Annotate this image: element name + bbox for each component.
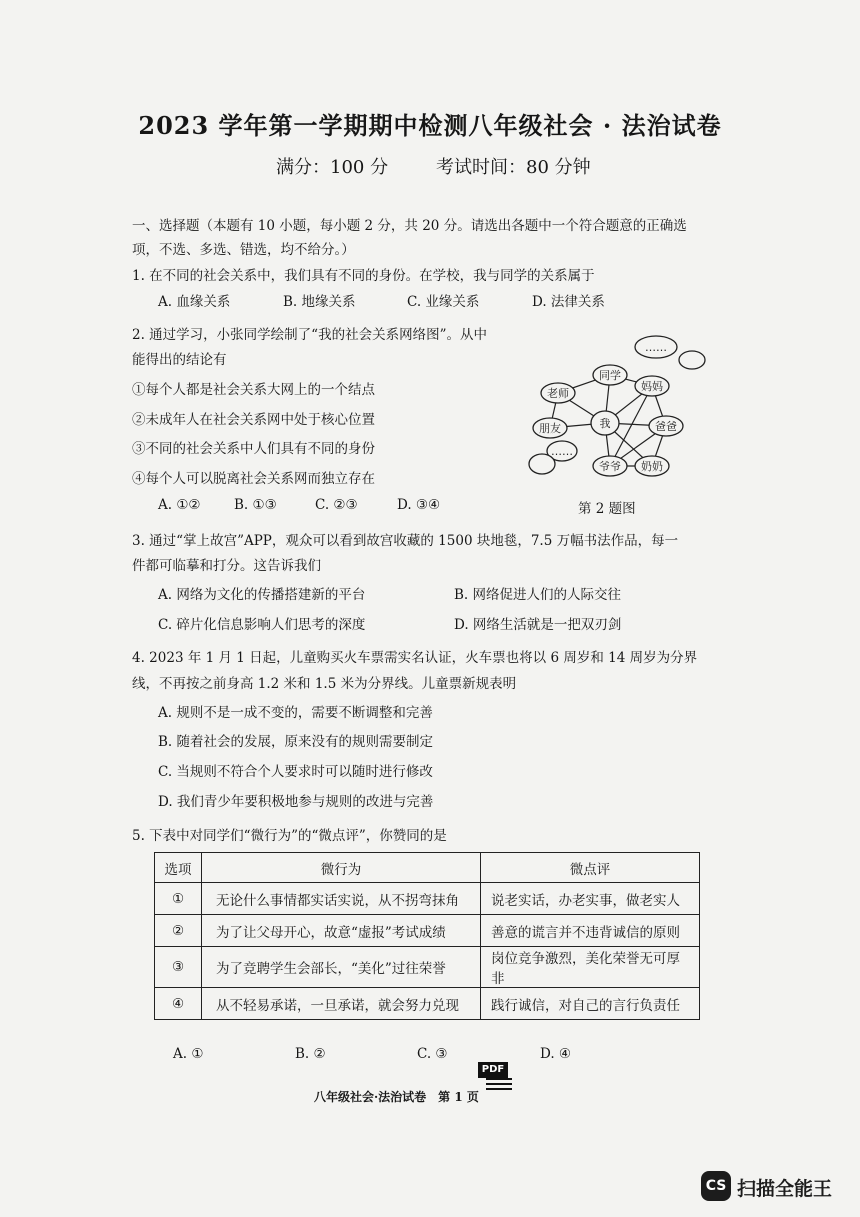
q1-stem: 1. 在不同的社会关系中，我们具有不同的身份。在学校，我与同学的关系属于: [132, 268, 595, 284]
q2-option-b: B. ①③: [234, 497, 277, 513]
label-father: 爸爸: [655, 420, 677, 433]
q4-option-a: A. 规则不是一成不变的，需要不断调整和完善: [158, 705, 433, 721]
q5-stem: 5. 下表中对同学们“微行为”的“微点评”，你赞同的是: [132, 828, 447, 844]
q3-option-d: D. 网络生活就是一把双刃剑: [454, 617, 622, 633]
label-grandma: 奶奶: [641, 460, 663, 473]
pdf-lines-icon: [486, 1078, 512, 1092]
exam-time: 考试时间：80 分钟: [436, 157, 591, 178]
table-row: [155, 915, 700, 947]
table-row: [155, 883, 700, 915]
table-cell-comment: 善意的谎言并不违背诚信的原则: [481, 915, 700, 947]
q5-option-d: D. ④: [540, 1046, 572, 1062]
q2-stem-line2: 能得出的结论有: [132, 352, 227, 368]
exam-title: 2023 学年第一学期期中检测八年级社会 · 法治试卷: [138, 111, 722, 140]
table-cell-comment: 践行诚信，对自己的言行负责任: [481, 988, 700, 1020]
q4-stem-line2: 线，不再按之前身高 1.2 米和 1.5 米为分界线。儿童票新规表明: [132, 676, 517, 692]
q3-option-a: A. 网络为文化的传播搭建新的平台: [158, 587, 366, 603]
table-cell-comment: 说老实话，办老实事，做老实人: [481, 883, 700, 915]
q2-option-d: D. ③④: [397, 497, 441, 513]
q2-figure-caption: 第 2 题图: [578, 501, 636, 517]
table-header-option: 选项: [155, 853, 202, 883]
section-instruction-line1: 一、选择题（本题有 10 小题，每小题 2 分，共 20 分。请选出各题中一个符合题意的正确选: [132, 218, 687, 234]
q4-option-b: B. 随着社会的发展，原来没有的规则需要制定: [158, 734, 434, 750]
label-teacher: 老师: [547, 387, 569, 400]
empty-bubble-top: [679, 351, 705, 369]
section-instruction-line2: 项，不选、多选、错选，均不给分。）: [132, 242, 355, 258]
camscanner-logo-icon: CS: [701, 1171, 731, 1201]
table-cell-behavior: 为了竞聘学生会部长，“美化”过往荣誉: [202, 947, 481, 988]
q5-option-a: A. ①: [173, 1046, 204, 1062]
pdf-icon: PDF: [478, 1062, 508, 1078]
q2-option-a: A. ①②: [158, 497, 201, 513]
table-cell-option: ①: [155, 883, 202, 915]
full-score: 满分：100 分: [276, 157, 389, 178]
label-mother: 妈妈: [641, 380, 663, 393]
social-network-diagram: [522, 330, 722, 490]
q3-option-b: B. 网络促进人们的人际交往: [454, 587, 622, 603]
table-cell-option: ④: [155, 988, 202, 1020]
camscanner-name: 扫描全能王: [737, 1178, 833, 1200]
q3-stem-line2: 件都可临摹和打分。这告诉我们: [132, 558, 321, 574]
q1-option-c: C. 业缘关系: [407, 294, 480, 310]
q2-statement-4: ④每个人可以脱离社会关系网而独立存在: [132, 471, 375, 487]
q5-option-b: B. ②: [295, 1046, 326, 1062]
label-classmate: 同学: [599, 369, 621, 382]
label-grandpa: 爷爷: [599, 460, 621, 473]
q1-option-b: B. 地缘关系: [283, 294, 356, 310]
table-header-behavior: 微行为: [202, 853, 481, 883]
table-cell-option: ②: [155, 915, 202, 947]
q4-option-d: D. 我们青少年要积极地参与规则的改进与完善: [158, 794, 434, 810]
q4-stem-line1: 4. 2023 年 1 月 1 日起，儿童购买火车票需实名认证，火车票也将以 6 周岁和 14 周岁为分界: [132, 650, 698, 666]
label-ellipsis-top: ……: [645, 341, 667, 354]
table-cell-behavior: 从不轻易承诺，一旦承诺，就会努力兑现: [202, 988, 481, 1020]
label-ellipsis-left: ……: [551, 445, 573, 458]
q2-statement-2: ②未成年人在社会关系网中处于核心位置: [132, 412, 375, 428]
q5-table: [154, 852, 700, 1020]
table-cell-behavior: 为了让父母开心，故意“虚报”考试成绩: [202, 915, 481, 947]
table-header-comment: 微点评: [481, 853, 700, 883]
q2-statement-1: ①每个人都是社会关系大网上的一个结点: [132, 382, 375, 398]
table-row: [155, 988, 700, 1020]
q2-statement-3: ③不同的社会关系中人们具有不同的身份: [132, 441, 375, 457]
q3-stem-line1: 3. 通过“掌上故宫”APP，观众可以看到故宫收藏的 1500 块地毯，7.5 万幅书法作品，每一: [132, 533, 679, 549]
q1-option-d: D. 法律关系: [532, 294, 605, 310]
q4-option-c: C. 当规则不符合个人要求时可以随时进行修改: [158, 764, 433, 780]
label-friend: 朋友: [539, 422, 561, 435]
q3-option-c: C. 碎片化信息影响人们思考的深度: [158, 617, 366, 633]
table-cell-behavior: 无论什么事情都实话实说，从不拐弯抹角: [202, 883, 481, 915]
page-footer: 八年级社会·法治试卷 第 1 页: [314, 1090, 479, 1104]
label-center-me: 我: [599, 417, 611, 430]
table-header-row: [155, 853, 700, 883]
q2-option-c: C. ②③: [315, 497, 358, 513]
q5-option-c: C. ③: [417, 1046, 448, 1062]
q1-option-a: A. 血缘关系: [158, 294, 231, 310]
table-cell-comment: 岗位竞争激烈，美化荣誉无可厚非: [481, 947, 700, 988]
table-cell-option: ③: [155, 947, 202, 988]
table-row: [155, 947, 700, 988]
q2-stem-line1: 2. 通过学习，小张同学绘制了“我的社会关系网络图”。从中: [132, 327, 487, 343]
